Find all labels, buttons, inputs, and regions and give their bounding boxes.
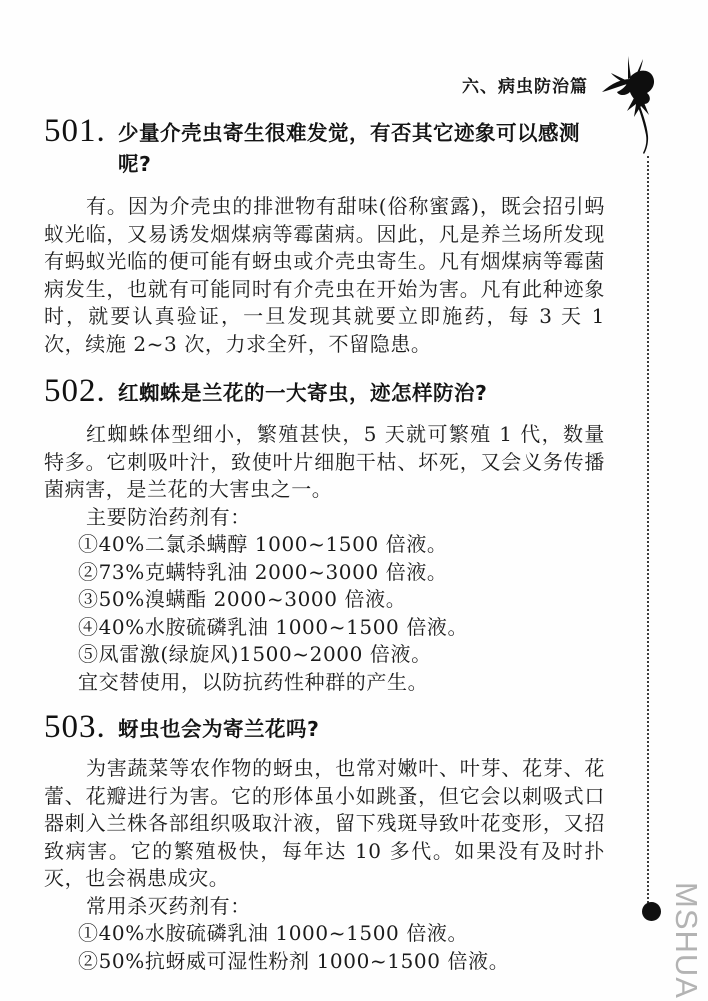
question-title: 少量介壳虫寄生很难发觉，有否其它迹象可以感测呢? <box>118 121 580 176</box>
drug-list-item: ③50%溴螨酯 2000~3000 倍液。 <box>78 587 407 611</box>
drug-list-item: ①40%水胺硫磷乳油 1000~1500 倍液。 <box>78 921 469 945</box>
question-section-501 <box>44 113 605 358</box>
drug-list <box>44 920 605 975</box>
drug-list-intro: 主要防治药剂有： <box>86 504 251 529</box>
watermark-text: MSHUA <box>669 882 704 999</box>
question-title: 红蜘蛛是兰花的一大寄虫，迹怎样防治? <box>118 381 488 405</box>
question-number: 502. <box>44 373 106 409</box>
question-number: 503. <box>44 709 106 745</box>
page-edge-dotted-line <box>647 156 649 903</box>
question-section-503 <box>44 709 605 975</box>
drug-list-intro: 常用杀灭药剂有： <box>86 893 251 918</box>
question-503-heading <box>44 709 605 745</box>
question-501-heading <box>44 113 605 180</box>
question-number: 501. <box>44 113 106 149</box>
text-column <box>44 0 605 975</box>
page-marker-dot <box>642 902 661 921</box>
answer-paragraph: 为害蔬菜等农作物的蚜虫，也常对嫩叶、叶芽、花芽、花蕾、花瓣进行为害。它的形体虽小如跳蚤，但它会以刺吸式口器刺入兰株各部组织吸取汁液，留下残斑导致叶花变形，又招致病害。它的繁殖极快，每年达 10 多代。如果没有及时扑灭，也会祸患成灾。 <box>44 756 605 890</box>
chapter-title: 六、病虫防治篇 <box>462 77 588 97</box>
drug-list-item: ⑤凤雷激(绿旋风)1500~2000 倍液。 <box>78 642 432 666</box>
orchid-ornament-icon <box>598 54 662 158</box>
answer-paragraph: 有。因为介壳虫的排泄物有甜味(俗称蜜露)，既会招引蚂蚁光临，又易诱发烟煤病等霉菌病。因此，凡是养兰场所发现有蚂蚁光临的便可能有蚜虫或介壳虫寄生。凡有烟煤病等霉菌病发生，也就有可能同时有介壳虫在开始为害。凡有此种迹象时，就要认真验证，一旦发现其就要立即施药，每 3 天 1 次，续施 2~3 次，力求全歼，不留隐患。 <box>44 194 605 356</box>
drug-list-item: ②73%克螨特乳油 2000~3000 倍液。 <box>78 559 448 584</box>
drug-list-note: 宜交替使用，以防抗药性种群的产生。 <box>78 669 429 694</box>
drug-list-item: ④40%水胺硫磷乳油 1000~1500 倍液。 <box>78 614 469 639</box>
drug-list-item: ②50%抗蚜威可湿性粉剂 1000~1500 倍液。 <box>78 948 510 973</box>
question-title: 蚜虫也会为寄兰花吗? <box>118 717 320 741</box>
answer-paragraph: 红蜘蛛体型细小，繁殖甚快，5 天就可繁殖 1 代，数量特多。它刺吸叶汁，致使叶片细胞干枯、坏死，又会义务传播菌病害，是兰花的大害虫之一。 <box>44 422 605 501</box>
drug-list-item: ①40%二氯杀螨醇 1000~1500 倍液。 <box>78 532 448 556</box>
drug-list <box>44 531 605 669</box>
question-502-heading <box>44 373 605 409</box>
question-section-502 <box>44 373 605 696</box>
